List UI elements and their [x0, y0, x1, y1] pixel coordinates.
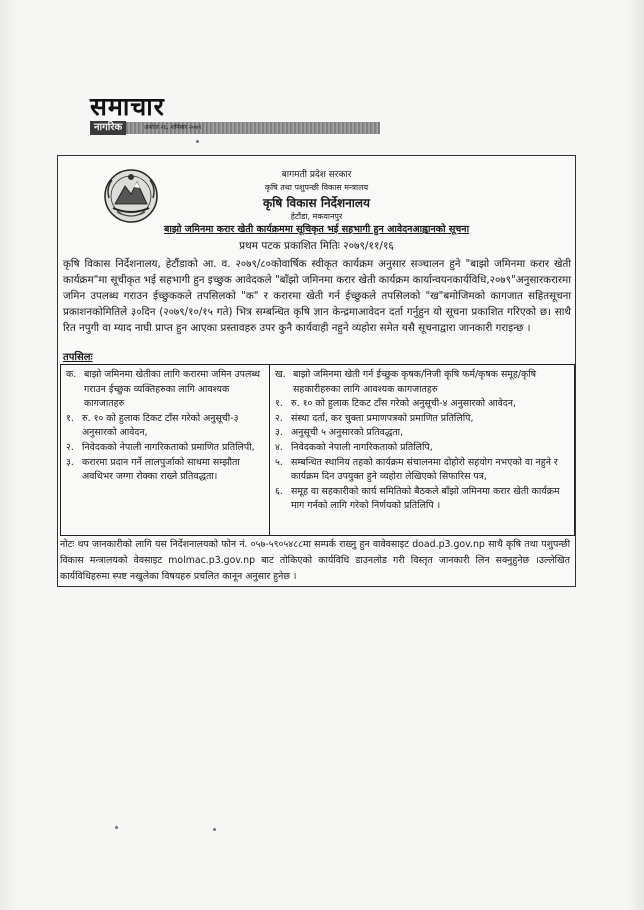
masthead-bar: [90, 122, 380, 134]
list-item: [275, 456, 569, 485]
item-text: संस्था दर्ता, कर चुक्ता प्रमाणपत्रको प्रमाणित प्रतिलिपि,: [291, 412, 474, 424]
item-text: रु. १० को हुलाक टिकट टाँस गरेको अनुसूची-४ अनुसारको आवेदन,: [291, 398, 516, 410]
item-text: रु. १० को हुलाक टिकट टाँस गरेको अनुसूची-३ अनुसारको आवेदन,: [82, 412, 239, 439]
col-a-marker: क.: [66, 369, 77, 380]
notice-body: कृषि विकास निर्देशनालय, हेटौंडाको आ. व. २०७९/८०कोवार्षिक स्वीकृत कार्यक्रम अनुसार सञ्चालन हुने "बाझो जमिनमा करार खेती कार्यक्रम"मा सूचीकृत भई सहभागी हुन इच्छुक आवेदकले "बाँझो जमिनमा करार खेती कार्यक्रम कार्यान्वयनकार्यविधि,२०७९"अनुसारकरारमा जमिन उपलब्ध गराउन ईच्छुककले तपसिलको "क" र करारमा खेती गर्न ईच्छुकले तपसिलको "ख"बमोजिमको कागजात सहितसूचना प्रकाशनकोमितिले ३०दिन (२०७९/१०/१५ गते) भित्र सम्बन्धित कृषि ज्ञान केन्द्रमाआवेदन दर्ता गर्नुहुन यो सूचना प्रकाशित गरिएको छ। साथै रित नपुगी वा म्याद नाघी प्राप्त हुन आएका प्रस्तावहरु उपर कुनै कार्यवाही नहुने व्यहोरा समेत यसै सूचनाद्वारा जानकारी गराइन्छ ।: [63, 258, 571, 334]
province-government-heading: बागमती प्रदेश सरकार: [281, 170, 352, 180]
contact-footnote: नोटः थप जानकारीको लागि यस निर्देशनालयको फोन नं. ०५७-५९०५४८८मा सम्पर्क राख्नु हुन वावेवसाइट doad.p3.gov.np साथै कृषि तथा पशुपन्छी विकास मन्त्रालयको वेवसाइट molmac.p3.gov.np बाट तोकिएको कार्यविधि डाउनलोड गरी विस्तृत जानकारी लिन सक्नुहुनेछ ।उल्लेखित कार्यविधिहरुमा स्पष्ट नखुलेका विषयहरु प्रचलित कानून अनुसार हुनेछ ।: [60, 539, 570, 582]
item-number: २.: [66, 441, 74, 453]
list-item: [275, 412, 569, 427]
list-item: [66, 456, 264, 485]
details-label: तपसिलः: [63, 352, 93, 363]
notice-title: बाझो जमिनमा करार खेती कार्यक्रममा सूचिकृत भई सहभागी हुन आवेदनआह्वानको सूचना: [163, 224, 470, 235]
directorate-heading: कृषि विकास निर्देशनालय: [263, 196, 370, 210]
item-number: १.: [275, 398, 283, 410]
item-text: समूह वा सहकारीको कार्य समितिको बैठकले बाँझो जमिनमा करार खेती कार्यक्रम माग गर्नको लागि गरेको निर्णयको प्रतिलिपि ।: [291, 485, 560, 512]
publication-date: प्रथम पटक प्रकाशित मितिः २०७९/११/१६: [239, 240, 394, 252]
notice-box: [57, 155, 576, 587]
list-item: [275, 441, 569, 456]
scan-speck: [115, 826, 118, 829]
farmer-requirements: [270, 365, 574, 535]
item-text: करारमा प्रदान गर्ने लालपुर्जाको साथमा सम्झौता अवधिभर जग्गा रोक्का राख्ने प्रतिवद्धता।: [82, 456, 240, 483]
list-item: [275, 426, 569, 441]
newspaper-masthead: [90, 92, 380, 140]
col-a-heading: बाझो जमिनमा खेतीका लागि करारमा जमिन उपलब्ध गराउन ईच्छुक व्यक्तिहरुका लागि आवश्यक कागजातहरु: [84, 369, 261, 410]
item-number: ४.: [275, 441, 283, 453]
list-item: [66, 412, 264, 441]
office-location: हेटौंडा, मकवानपुर: [290, 212, 343, 221]
item-number: ३.: [66, 456, 74, 468]
list-item: [275, 397, 569, 412]
list-item: [66, 441, 264, 456]
requirements-table: [60, 364, 575, 536]
masthead-date: असोज २६, शनिबार २०७९: [144, 124, 202, 131]
scan-speck: [196, 140, 199, 143]
item-text: निवेदकको नेपाली नागरिकताको प्रतिलिपि,: [291, 441, 433, 453]
masthead-brand: नागरिक: [90, 121, 126, 135]
item-text: सम्बन्धित स्थानिय तहको कार्यक्रम संचालनमा दोहोरो सहयोग नभएको वा नहुने र कार्यक्रम दिन उपयुक्त हुने व्यहोरा लेखिएको सिफारिस पत्र,: [291, 456, 558, 483]
item-text: निवेदकको नेपाली नागरिकताको प्रमाणित प्रतिलिपी,: [82, 441, 255, 453]
ministry-heading: कृषि तथा पशुपन्छी विकास मन्त्रालय: [264, 183, 369, 192]
item-number: ३.: [275, 427, 283, 439]
item-text: अनुसूची ५ अनुसारको प्रतिवद्धता,: [291, 427, 404, 439]
col-b-heading: बाझो जमिनमा खेती गर्न ईच्छुक कृषक/निजी कृषि फर्म/कृषक समूह/कृषि सहकारीहरुका लागि आवश्यक कागजातहरु: [293, 369, 537, 395]
col-b-marker: ख.: [275, 369, 286, 380]
item-number: ५.: [275, 456, 283, 468]
item-number: २.: [275, 412, 283, 424]
masthead-title: समाचार: [90, 92, 165, 121]
item-number: ६.: [275, 485, 283, 497]
col-b-heading-row: [275, 368, 569, 397]
item-number: १.: [66, 412, 74, 424]
col-a-heading-row: [66, 368, 264, 412]
list-item: [275, 485, 569, 514]
land-owner-requirements: [61, 365, 270, 535]
scan-speck: [213, 828, 216, 831]
